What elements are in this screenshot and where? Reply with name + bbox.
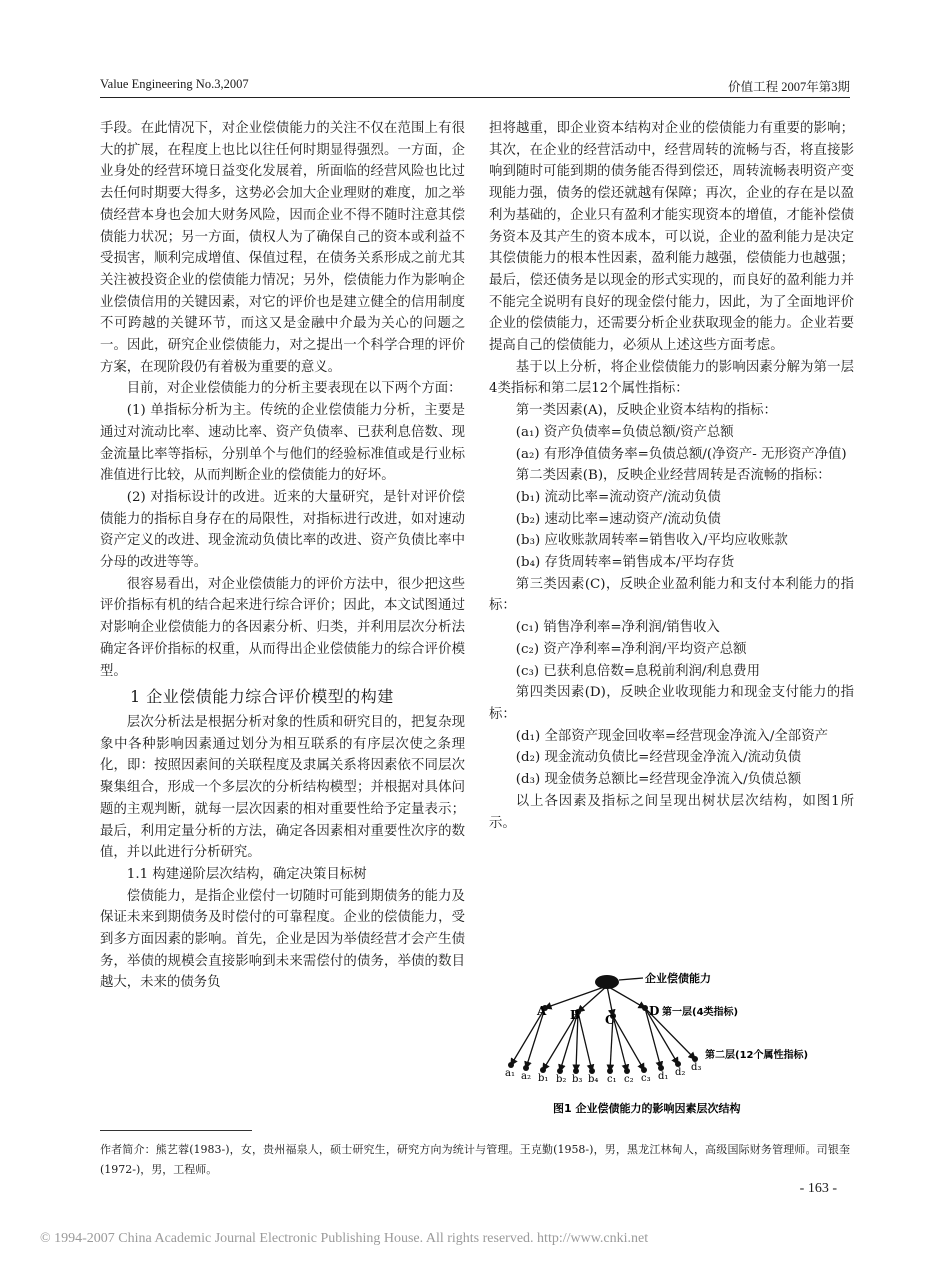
copyright-watermark: © 1994-2007 China Academic Journal Electronic Publishing House. All rights reserved. http://www.cnki.net [40, 1231, 649, 1246]
paragraph: (1) 单指标分析为主。传统的企业偿债能力分析，主要是通过对流动比率、速动比率、资产负债率、已获利息倍数、现金流量比率等指标，分别单个与他们的经验标准值或是行业标准值进行比较，从而判断企业的偿债能力的好坏。 [100, 403, 465, 484]
tree-edge-root-group [578, 986, 607, 1012]
figure-leaf-label: b₂ [556, 1074, 567, 1085]
indicator: (c₁) 销售净利率=净利润/销售收入 [515, 620, 720, 636]
right-column [489, 118, 854, 834]
indicator: (a₂) 有形净值债务率=负债总额/(净资产- 无形资产净值) [515, 446, 847, 462]
factor-heading: 第四类因素(D)，反映企业收现能力和现金支付能力的指标： [489, 685, 854, 722]
figure-group-label: C [605, 1013, 615, 1027]
indicator: (d₁) 全部资产现金回收率=经营现金净流入/全部资产 [515, 728, 828, 744]
running-header-right: 价值工程 2007年第3期 [728, 80, 850, 94]
figure-leaf-label: c₃ [641, 1073, 651, 1084]
paragraph: 基于以上分析，将企业偿债能力的影响因素分解为第一层4类指标和第二层12个属性指标： [489, 359, 854, 397]
figure-level2-label: 第二层(12个属性指标) [705, 1050, 809, 1061]
subsection-heading: 1.1 构建递阶层次结构，确定决策目标树 [126, 866, 367, 882]
tree-edge-root-group [607, 986, 645, 1008]
footnote-rule [100, 1130, 252, 1131]
paragraph: 目前，对企业偿债能力的分析主要表现在以下两个方面： [126, 381, 462, 397]
figure-level1-label: 第一层(4类指标) [662, 1007, 739, 1018]
section-heading: 1 企业偿债能力综合评价模型的构建 [130, 687, 394, 707]
indicator: (a₁) 资产负债率=负债总额/资产总额 [515, 424, 734, 440]
tree-group-node [642, 1005, 648, 1011]
figure-leaf-label: c₁ [607, 1074, 617, 1085]
tree-edge-root-group [607, 986, 613, 1016]
indicator: (b₃) 应收账款周转率=销售收入/平均应收账款 [515, 533, 788, 549]
paragraph: 偿债能力，是指企业偿付一切随时可能到期债务的能力及保证未来到期债务及时偿付的可靠程度。企业的偿债能力，受到多方面因素的影响。首先，企业是因为举债经营才会产生债务，举债的规模会直接影响到未来需偿付的债务，举债的数目越大，未来的债务负 [100, 888, 465, 991]
figure-leaf-label: d₂ [675, 1067, 686, 1078]
figure-group-label: B [570, 1008, 581, 1022]
figure-group-label: D [649, 1004, 660, 1018]
header-rule [100, 97, 850, 98]
tree-label-pointer [619, 978, 643, 980]
paragraph: 很容易看出，对企业偿债能力的评价方法中，很少把这些评价指标有机的结合起来进行综合评价；因此，本文试图通过对影响企业偿债能力的各因素分析、归类，并利用层次分析法确定各评价指标的权重，从而得出企业偿债能力的综合评价模型。 [100, 576, 465, 679]
paragraph: 以上各因素及指标之间呈现出树状层次结构，如图1所示。 [489, 793, 854, 831]
running-header-left: Value Engineering No.3,2007 [100, 77, 249, 91]
factor-heading: 第三类因素(C)，反映企业盈利能力和支付本利能力的指标： [489, 576, 854, 614]
tree-root-node [595, 975, 619, 989]
paragraph: 担将越重，即企业资本结构对企业的偿债能力有重要的影响；其次，在企业的经营活动中，经营周转的流畅与否，将直接影响到随时可能到期的债务能否得到偿还，周转流畅表明资产变现能力强，债务的偿还就越有保障；再次，企业的存在是以盈利为基础的，企业只有盈利才能实现资本的增值，才能补偿债务资本及其产生的资本成本，可以说，企业的盈利能力是决定其偿债能力的根本性因素，盈利能力越强，偿债能力也越强；最后，偿还债务是以现金的形式实现的，而良好的盈利能力并不能完全说明有良好的现金偿付能力，因此，为了全面地评价企业的偿债能力，还需要分析企业获取现金的能力。企业若要提高自己的偿债能力，必须从上述这些方面考虑。 [489, 121, 854, 354]
factor-heading: 第二类因素(B)，反映企业经营周转是否流畅的指标： [515, 468, 831, 484]
tree-edge-root-group [545, 986, 607, 1008]
indicator: (b₁) 流动比率=流动资产/流动负债 [515, 489, 721, 505]
tree-edge-group-leaf [613, 1016, 627, 1071]
figure-leaf-label: b₁ [538, 1073, 549, 1084]
paragraph: (2) 对指标设计的改进。近来的大量研究，是针对评价偿债能力的指标自身存在的局限性，对指标进行改进，如对速动资产定义的改进、现金流动负债比率的改进、资产负债比率中分母的改进等等。 [100, 489, 465, 571]
indicator: (c₂) 资产净利率=净利润/平均资产总额 [515, 641, 747, 657]
figure-leaf-label: b₃ [572, 1074, 583, 1085]
paragraph: 手段。在此情况下，对企业偿债能力的关注不仅在范围上有很大的扩展，在程度上也比以往任何时期显得强烈。一方面，企业身处的经营环境日益变化发展着，所面临的经营风险也比过去任何时期要大得多，这势必会加大企业理财的难度，加之举债经营本身也会加大财务风险，因而企业不得不随时注意其偿债能力状况；另一方面，债权人为了确保自己的资本或利益不受损害，顺利完成增值、保值过程，在债务关系形成之前尤其关注被投资企业的偿债能力情况；另外，偿债能力作为影响企业偿债信用的关键因素，对它的评价也是建立健全的信用制度不可跨越的关键环节，而这又是金融中介最为关心的问题之一。因此，研究企业偿债能力，对之提出一个科学合理的评价方案，在现阶段仍有着极为重要的意义。 [100, 121, 465, 375]
author-footnote: 作者简介：熊艺蓉(1983-)，女，贵州福泉人，硕士研究生，研究方向为统计与管理。王克勤(1958-)，男，黑龙江林甸人，高级国际财务管理师。司银奎(1972-)，男，工程师。 [100, 1143, 850, 1176]
figure-leaf-label: a₂ [521, 1071, 531, 1082]
figure-leaf-label: c₂ [624, 1074, 634, 1085]
tree-edge-group-leaf [613, 1016, 644, 1070]
figure-leaf-label: a₁ [505, 1068, 515, 1079]
figure-caption: 图1 企业偿债能力的影响因素层次结构 [553, 1102, 741, 1115]
page-number: - 163 - [799, 1181, 837, 1196]
indicator: (b₂) 速动比率=速动资产/流动负债 [515, 511, 721, 527]
figure-leaf-label: b₄ [588, 1074, 599, 1085]
paragraph: 层次分析法是根据分析对象的性质和研究目的，把复杂现象中各种影响因素通过划分为相互联系的有序层次使之条理化，即：按照因素间的关联程度及隶属关系将因素依不同层次聚集组合，形成一个多层次的分析结构模型；并根据对具体问题的主观判断，就每一层次因素的相对重要性给予定量表示；最后，利用定量分析的方法，确定各因素相对重要性次序的数值，并以此进行分析研究。 [100, 714, 465, 861]
factor-heading: 第一类因素(A)，反映企业资本结构的指标： [515, 403, 777, 419]
hierarchy-figure [495, 968, 835, 1118]
figure-group-label: A [537, 1004, 547, 1018]
indicator: (d₃) 现金债务总额比=经营现金净流入/负债总额 [515, 772, 802, 788]
indicator: (b₄) 存货周转率=销售成本/平均存货 [515, 555, 735, 571]
indicator: (c₃) 已获利息倍数=息税前利润/利息费用 [515, 663, 760, 679]
figure-leaf-label: d₃ [691, 1062, 702, 1073]
left-column [100, 118, 465, 994]
figure-root-label: 企业偿债能力 [645, 972, 711, 985]
indicator: (d₂) 现金流动负债比=经营现金净流入/流动负债 [515, 750, 802, 766]
figure-leaf-label: d₁ [658, 1071, 669, 1082]
